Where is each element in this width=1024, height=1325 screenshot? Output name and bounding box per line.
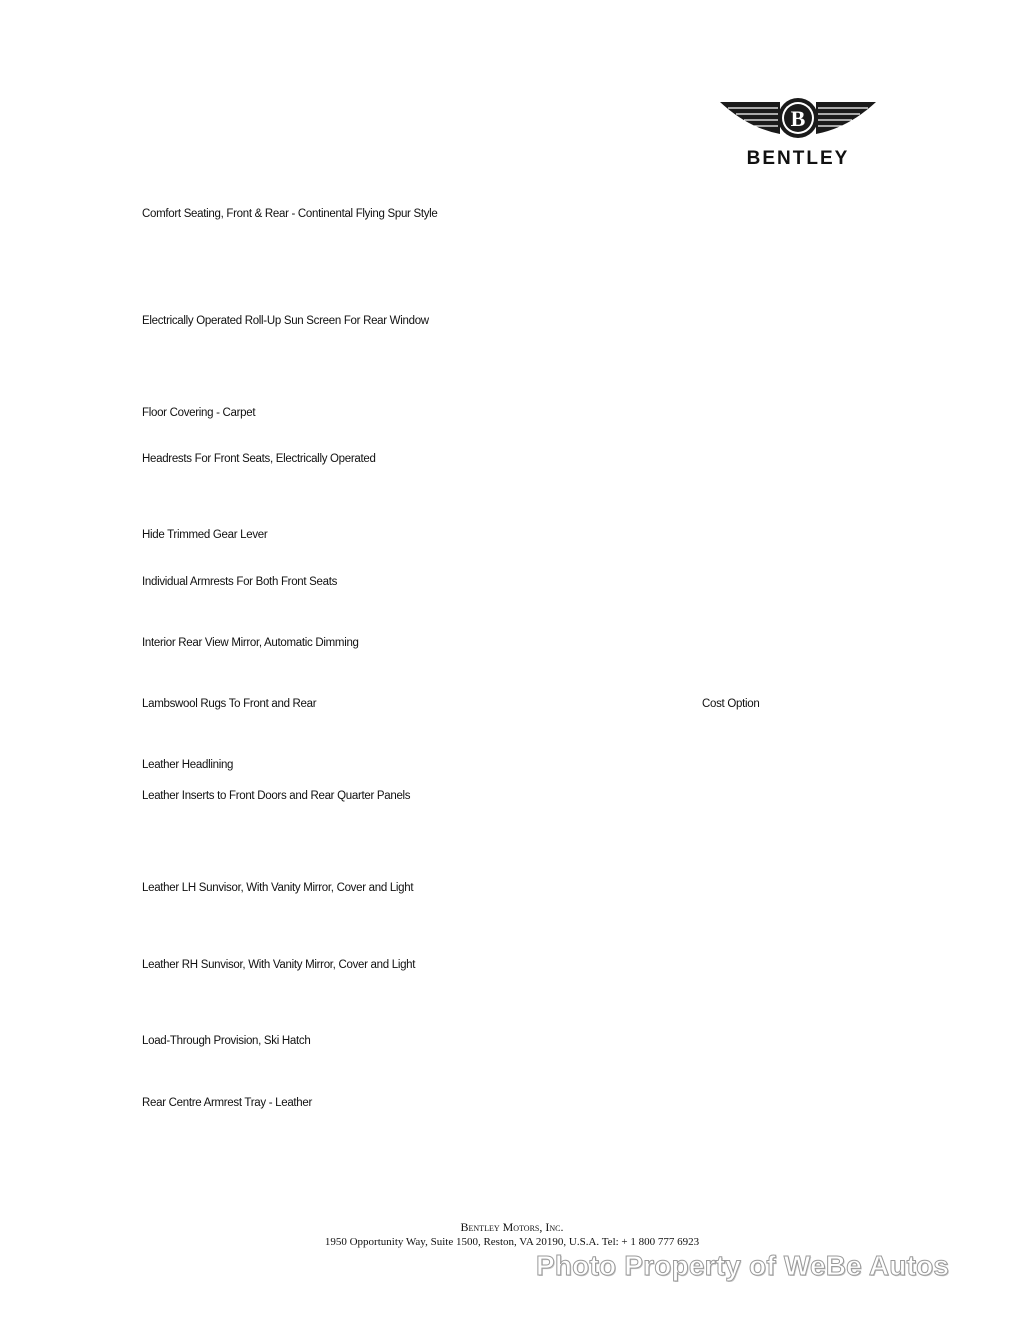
- feature-item: Headrests For Front Seats, Electrically Operated: [142, 453, 376, 465]
- feature-item: Leather RH Sunvisor, With Vanity Mirror, Cover and Light: [142, 959, 416, 971]
- feature-item: Load-Through Provision, Ski Hatch: [142, 1035, 311, 1047]
- bentley-logo: [718, 94, 878, 174]
- watermark: Photo Property of WeBe Autos: [536, 1250, 950, 1281]
- footer-address: 1950 Opportunity Way, Suite 1500, Reston, VA 20190, U.S.A. Tel: + 1 800 777 6923: [324, 1236, 700, 1248]
- feature-item: Rear Centre Armrest Tray - Leather: [142, 1097, 313, 1109]
- feature-item: Lambswool Rugs To Front and Rear: [142, 698, 317, 710]
- feature-item: Electrically Operated Roll-Up Sun Screen For Rear Window: [142, 315, 429, 327]
- bentley-winged-b-icon: [718, 94, 878, 146]
- feature-item: Floor Covering - Carpet: [142, 407, 256, 419]
- feature-note: Cost Option: [702, 698, 760, 710]
- feature-item: Leather LH Sunvisor, With Vanity Mirror, Cover and Light: [142, 882, 414, 894]
- feature-item: Comfort Seating, Front & Rear - Continental Flying Spur Style: [142, 208, 438, 220]
- svg-text:B: B: [790, 106, 806, 131]
- brand-name: BENTLEY: [746, 148, 850, 169]
- feature-item: Individual Armrests For Both Front Seats: [142, 576, 338, 588]
- feature-item: Leather Inserts to Front Doors and Rear Quarter Panels: [142, 790, 411, 802]
- feature-item: Leather Headlining: [142, 759, 234, 771]
- footer-company: Bentley Motors, Inc.: [460, 1220, 564, 1234]
- feature-item: Interior Rear View Mirror, Automatic Dimming: [142, 637, 359, 649]
- feature-item: Hide Trimmed Gear Lever: [142, 529, 268, 541]
